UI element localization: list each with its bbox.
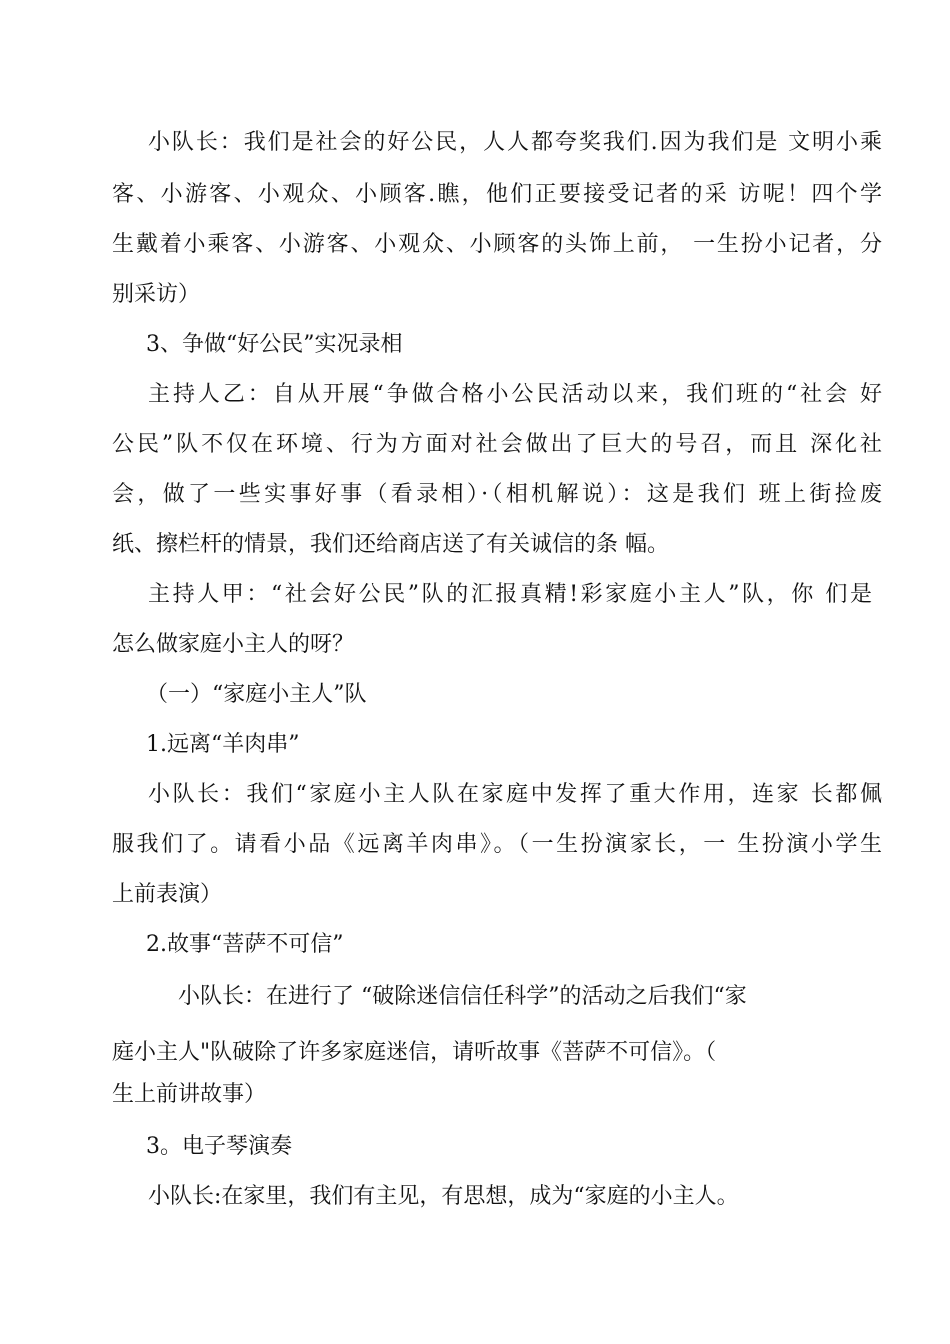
- paragraph-line-15: 服我们了。请看小品《远离羊肉串》。（一生扮演家长，一 生扮演小学生: [112, 832, 882, 857]
- section-heading-3: 3、争做“好公民”实况录相: [146, 332, 403, 357]
- paragraph-line-2: 客、小游客、小观众、小顾客.瞧，他们正要接受记者的采 访呢！四个学: [112, 182, 882, 207]
- paragraph-line-22: 小队长:在家里，我们有主见，有思想，成为“家庭的小主人。: [148, 1184, 739, 1209]
- item-heading-2: 2.故事“菩萨不可信”: [146, 932, 344, 957]
- item-heading-1: 1.远离“羊肉串”: [146, 732, 300, 757]
- paragraph-line-14: 小队长：我们“家庭小主人队在家庭中发挥了重大作用，连家 长都佩: [148, 782, 882, 807]
- paragraph-line-8: 会，做了一些实事好事（看录相）·（相机解说）：这是我们 班上街捡废: [112, 482, 882, 507]
- paragraph-line-1: 小队长：我们是社会的好公民，人人都夸奖我们.因为我们是 文明小乘: [148, 130, 882, 155]
- paragraph-line-19: 庭小主人"队破除了许多家庭迷信，请听故事《菩萨不可信》。（: [112, 1040, 717, 1065]
- paragraph-line-3: 生戴着小乘客、小游客、小观众、小顾客的头饰上前， 一生扮小记者，分: [112, 232, 882, 257]
- paragraph-line-16: 上前表演）: [112, 882, 223, 907]
- paragraph-line-11: 怎么做家庭小主人的呀？: [112, 632, 355, 657]
- paragraph-line-6: 主持人乙：自从开展“争做合格小公民活动以来，我们班的“社会 好: [148, 382, 882, 407]
- paragraph-line-18: 小队长：在进行了 “破除迷信信任科学”的活动之后我们“家: [178, 984, 747, 1009]
- paragraph-line-20: 生上前讲故事）: [112, 1082, 267, 1107]
- paragraph-line-10: 主持人甲：“社会好公民”队的汇报真精!彩家庭小主人”队，你 们是: [148, 582, 872, 607]
- paragraph-line-7: 公民”队不仅在环境、行为方面对社会做出了巨大的号召，而且 深化社: [112, 432, 882, 457]
- paragraph-line-4: 别采访）: [112, 282, 201, 307]
- subsection-heading: （一）“家庭小主人”队: [146, 682, 367, 707]
- item-heading-3: 3。电子琴演奏: [146, 1134, 292, 1159]
- paragraph-line-9: 纸、擦栏杆的情景，我们还给商店送了有关诚信的条 幅。: [112, 532, 669, 557]
